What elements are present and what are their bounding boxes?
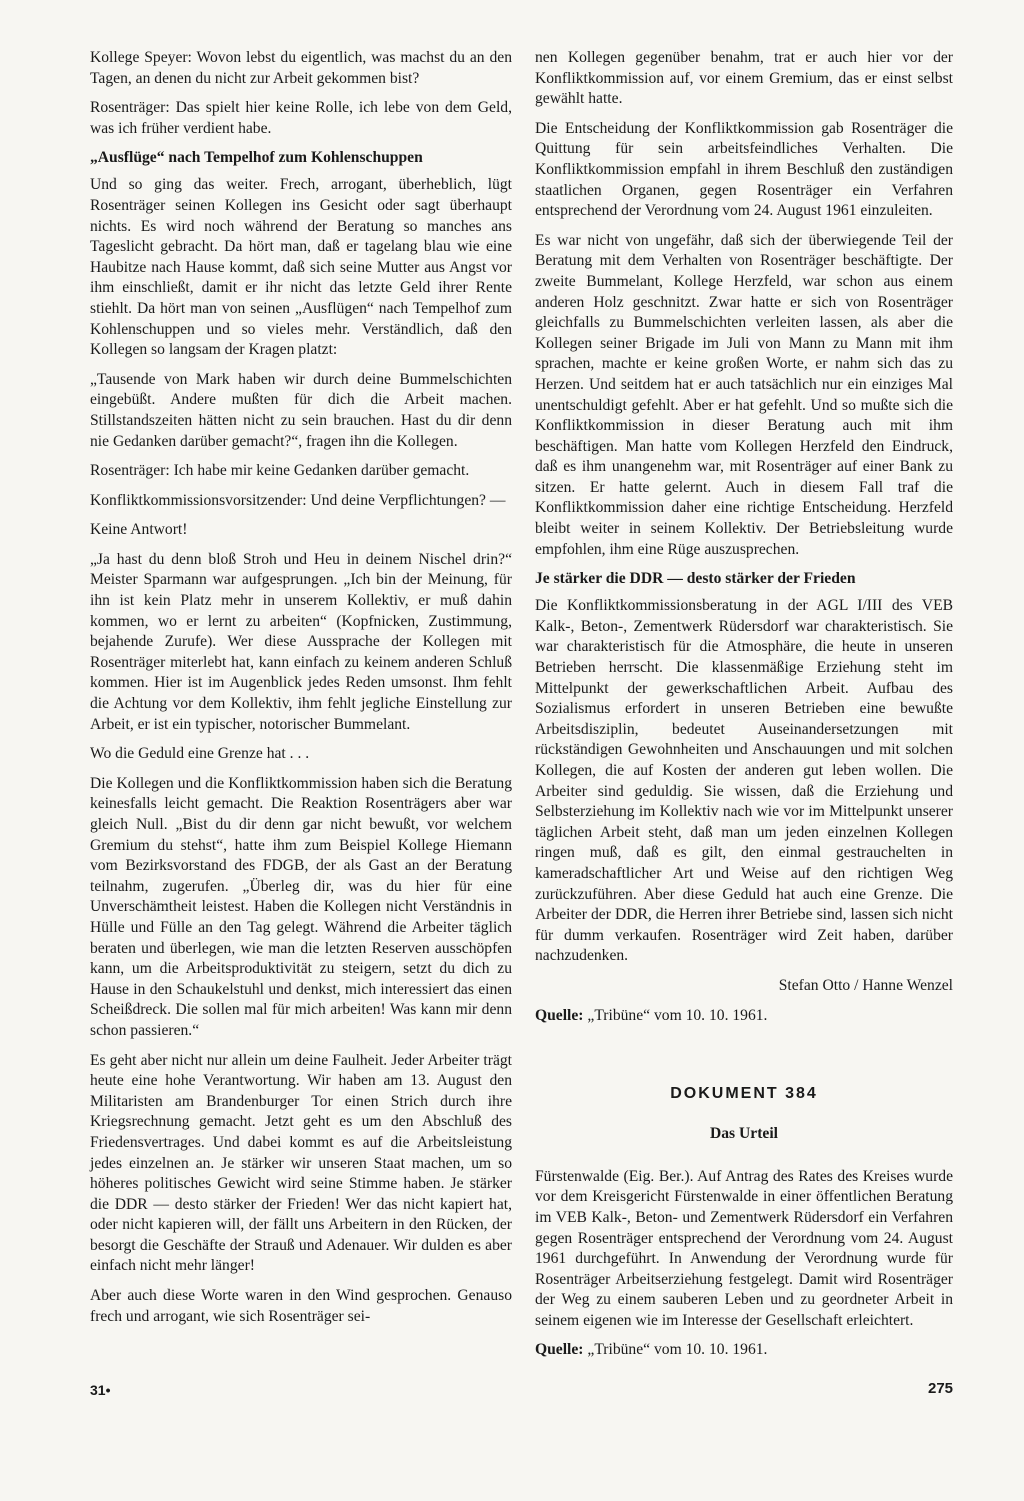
paragraph: „Tausende von Mark haben wir durch deine Bummelschichten eingebüßt. Andere mußten für dich die Arbeit machen. Stillstandszeiten hätten nicht zu sein brauchen. Hast du dir denn nie Gedanken darüber gemacht?“, fragen ihn die Kollegen. <box>90 370 512 450</box>
right-column <box>535 48 953 1370</box>
paragraph: nen Kollegen gegenüber benahm, trat er auch hier vor der Konfliktkommission auf, vor einem Gremium, das er einst selbst gewählt hatte. <box>535 49 953 108</box>
section-heading: Je stärker die DDR — desto stärker der Frieden <box>535 570 856 588</box>
paragraph: Konfliktkommissionsvorsitzender: Und deine Verpflichtungen? — <box>90 491 506 509</box>
signature: Stefan Otto / Hanne Wenzel <box>778 976 953 994</box>
source-text: „Tribüne“ vom 10. 10. 1961. <box>583 1006 768 1024</box>
paragraph: Und so ging das weiter. Frech, arrogant, überheblich, lügt Rosenträger seinen Kollegen ins Gesicht oder sagt überhaupt nichts. Es wird noch während der Beratung so manches ans Tageslicht gebracht. Da hört man, daß er tagelang blau wie eine Haubitze nach Hause kommt, daß sich seine Mutter aus Angst vor ihm einschließt, damit er ihr nicht das letzte Geld ihrer Rente stiehlt. Da hört man von seinen „Ausflügen“ nach Tempelhof zum Kohlenschuppen und so vieles mehr. Verständlich, daß den Kollegen so langsam der Kragen platzt: <box>90 176 512 359</box>
paragraph: Aber auch diese Worte waren in den Wind gesprochen. Genauso frech und arrogant, wie sich Rosenträger sei- <box>90 1287 512 1325</box>
source-line <box>535 1340 953 1361</box>
paragraph: Fürstenwalde (Eig. Ber.). Auf Antrag des Rates des Kreises wurde vor dem Kreisgericht Fürstenwalde in einer öffentlichen Beratung im VEB Kalk-, Beton- und Zementwerk Rüdersdorf ein Verfahren gegen Rosenträger entsprechend der Verordnung vom 24. August 1961 durchgeführt. In Anwendung der Verordnung wurde für Rosenträger Arbeitserziehung festgelegt. Damit wird Rosenträger der Weg zu einem sauberen Leben und zu geordneter Arbeit in seinem eigenen wie im Interesse der Gesellschaft erleichtert. <box>535 1167 953 1329</box>
document-subtitle: Das Urteil <box>710 1125 778 1143</box>
paragraph: Die Entscheidung der Konfliktkommission gab Rosenträger die Quittung für sein arbeitsfeindliches Verhalten. Die Konfliktkommission empfahl in ihrem Beschluß den zuständigen staatlichen Organen, gegen Rosenträger ein Verfahren entsprechend der Verordnung vom 24. August 1961 einzuleiten. <box>535 119 953 220</box>
subheading: Wo die Geduld eine Grenze hat . . . <box>90 745 310 763</box>
paragraph: Rosenträger: Ich habe mir keine Gedanken darüber gemacht. <box>90 462 470 480</box>
paragraph: Es geht aber nicht nur allein um deine Faulheit. Jeder Arbeiter trägt heute eine hohe Verantwortung. Wir haben am 13. August den Militaristen am Brandenburger Tor einen Strich durch ihre Kriegsrechnung gemacht. Jetzt geht es um den Abschluß des Friedensvertrages. Und dabei kommt es auf die Arbeitsleistung jedes einzelnen an. Je stärker wir unseren Staat machen, um so höheres politisches Gewicht wird seine Stimme haben. Je stärker die DDR — desto stärker der Frieden! Wer das nicht kapiert hat, oder nicht kapieren will, der fällt uns Arbeitern in den Rücken, der besorgt die Geschäfte der Strauß und Adenauer. Wir dulden es aber einfach nicht mehr länger! <box>90 1051 512 1275</box>
paragraph: Keine Antwort! <box>90 521 188 539</box>
source-text: „Tribüne“ vom 10. 10. 1961. <box>583 1341 768 1359</box>
paragraph: Die Konfliktkommissionsberatung in der AGL I/III des VEB Kalk-, Beton-, Zementwerk Rüdersdorf war charakteristisch. Sie war charakteristisch für die Atmosphäre, die heute in unseren Betrieben herrscht. Die klassenmäßige Erziehung steht im Mittelpunkt der gewerkschaftlichen Arbeit. Aufbau des Sozialismus erfordert in unseren Betrieben eine bewußte Arbeitsdisziplin, bedeutet Auseinandersetzungen mit rückständigen Gewohnheiten und Anschauungen und mit solchen Kollegen, die auf Kosten der anderen gut leben wollen. Die Arbeiter sind geduldig. Sie wissen, daß die Erziehung und Selbsterziehung im Kollektiv nach wie vor im Mittelpunkt unserer täglichen Arbeit steht, daß man um jeden einzelnen Kollegen ringen muß, daß es gilt, den einmal gestrauchelten in kameradschaftlicher Art und Weise auf den richtigen Weg zurückzuführen. Aber diese Geduld hat auch eine Grenze. Die Arbeiter der DDR, die Herren ihrer Betriebe sind, lassen sich nicht für dumm verkaufen. Rosenträger wird Zeit haben, darüber nachzudenken. <box>535 597 953 965</box>
signature-mark: 31• <box>90 1382 111 1398</box>
source-label: Quelle: <box>535 1006 584 1024</box>
page-number: 275 <box>928 1380 954 1397</box>
paragraph: Es war nicht von ungefähr, daß sich der überwiegende Teil der Beratung mit dem Verhalten von Rosenträger beschäftigte. Der zweite Bummelant, Kollege Herzfeld, war schon aus einem anderen Holz geschnitzt. Zwar hatte er sich von Rosenträger gleichfalls zu Bummelschichten verleiten lassen, als aber die Kollegen seiner Brigade im Juli von Mann zu Mann mit ihm sprachen, machte er keine großen Worte, er nahm sich das zu Herzen. Und seitdem hat er auch tatsächlich nur ein einziges Mal unentschuldigt gefehlt. Aber er hat gefehlt. Und so mußte sich die Konfliktkommission in dieser Beratung auch mit ihm beschäftigen. Man hatte vom Kollegen Herzfeld den Eindruck, daß es ihm unangenehm war, mit Rosenträger auf einer Bank zu sitzen. Er hatte gelernt. Auch in diesem Fall traf die Konfliktkommission daher eine richtige Entscheidung. Herzfeld bleibt weiter in seinem Kollektiv. Der Betriebsleitung wurde empfohlen, ihm eine Rüge auszusprechen. <box>535 231 953 558</box>
paragraph: Die Kollegen und die Konfliktkommission haben sich die Beratung keinesfalls leicht gemacht. Die Reaktion Rosenträgers aber war gleich Null. „Bist du dir denn gar nicht bewußt, vor welchem Gremium du stehst“, hatte ihm zum Beispiel Kollege Hiemann vom Bezirksvorstand des FDGB, der als Gast an der Beratung teilnahm, zugerufen. „Überleg dir, was du hier für eine Unverschämtheit leistest. Haben die Kollegen nicht Verständnis in Hülle und Fülle an den Tag gelegt. Während die Arbeiter täglich beraten und überlegen, wie man die letzten Reserven ausschöpfen kann, um die Arbeitsproduktivität zu steigern, setzt du dich zu Hause in den Schaukelstuhl und denkst, mich interessiert das einen Scheißdreck. Die sollen mal für mich arbeiten! Was kann mir denn schon passieren.“ <box>90 774 512 1039</box>
paragraph: Rosenträger: Das spielt hier keine Rolle, ich lebe von dem Geld, was ich früher verdient habe. <box>90 99 512 137</box>
source-label: Quelle: <box>535 1341 584 1359</box>
paragraph: Kollege Speyer: Wovon lebst du eigentlich, was machst du an den Tagen, an denen du nicht zur Arbeit gekommen bist? <box>90 49 512 87</box>
paragraph: „Ja hast du denn bloß Stroh und Heu in deinem Nischel drin?“ Meister Sparmann war aufgesprungen. „Ich bin der Meinung, für ihn ist kein Platz mehr in unserem Kollektiv, er muß dahin kommen, wo er lernt zu arbeiten“ (Kopfnicken, Zustimmung, bejahende Zurufe). Wer diese Aussprache der Kollegen mit Rosenträger miterlebt hat, kann einfach zu keinem anderen Schluß kommen. Hier ist im Augenblick jedes Reden umsonst. Ihm fehlt die Achtung vor dem Kollektiv, ihm fehlt jegliche Einstellung zur Arbeit, er ist ein typischer, notorischer Bummelant. <box>90 550 512 733</box>
document-title: DOKUMENT 384 <box>670 1085 818 1103</box>
left-column <box>90 48 512 1336</box>
section-heading: „Ausflüge“ nach Tempelhof zum Kohlenschuppen <box>90 149 423 167</box>
source-line <box>535 1006 953 1027</box>
